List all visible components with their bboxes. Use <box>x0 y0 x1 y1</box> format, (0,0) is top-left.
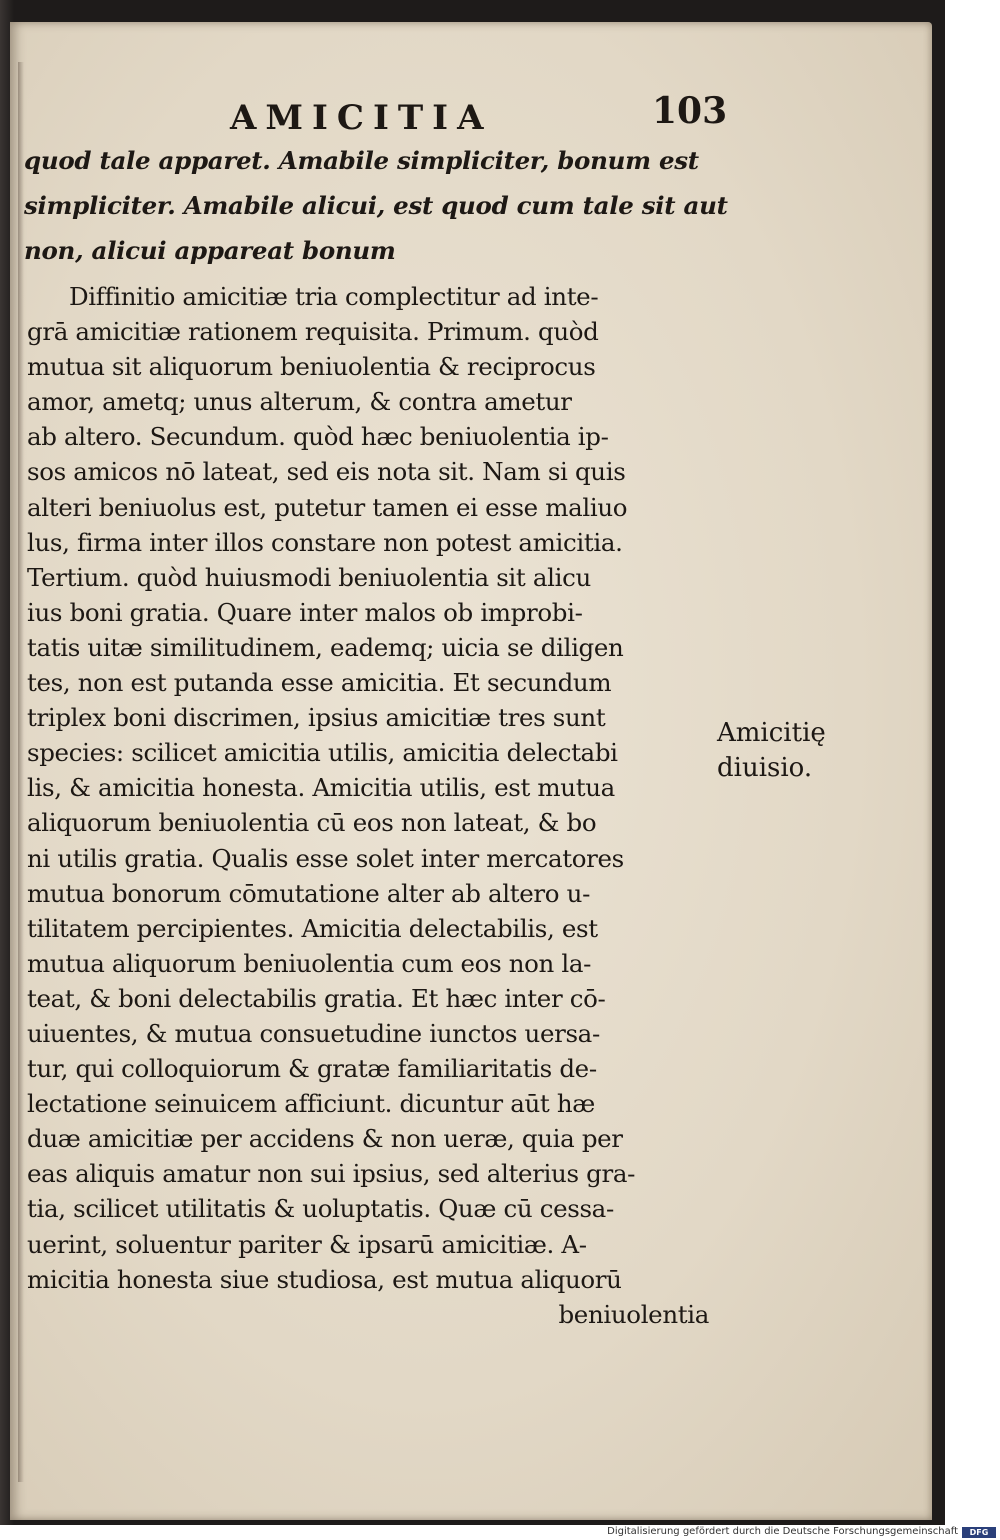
body-line: grā amicitiæ rationem requisita. Primum. quòd <box>27 317 599 347</box>
catchword: beniuolentia <box>558 1299 709 1329</box>
body-line: triplex boni discrimen, ipsius amicitiæ tres sunt <box>27 703 606 733</box>
body-line: lectatione seinuicem afficiunt. dicuntur aūt hæ <box>27 1089 595 1119</box>
body-line: ab altero. Secundum. quòd hæc beniuolentia ip- <box>27 422 609 452</box>
body-line: Tertium. quòd huiusmodi beniuolentia sit alicu <box>27 562 591 592</box>
body-line: mutua bonorum cōmutatione alter ab altero u- <box>27 878 590 908</box>
body-line: species: scilicet amicitia utilis, amicitia delectabi <box>27 738 618 768</box>
page-number: 103 <box>652 90 728 132</box>
dfg-logo: DFG <box>962 1527 996 1538</box>
digitization-credit: Digitalisierung gefördert durch die Deutsche Forschungsgemeinschaft <box>607 1526 958 1537</box>
body-line: tes, non est putanda esse amicitia. Et secundum <box>27 668 612 698</box>
body-line: teat, & boni delectabilis gratia. Et hæc inter cō- <box>27 983 606 1013</box>
body-line: eas aliquis amatur non sui ipsius, sed alterius gra- <box>27 1159 635 1189</box>
body-line: micitia honesta siue studiosa, est mutua aliquorū <box>27 1264 622 1294</box>
body-line: tatis uitæ similitudinem, eademq; uicia se diligen <box>27 632 624 662</box>
marginal-note-line: diuisio. <box>717 753 813 783</box>
body-line: uerint, soluentur pariter & ipsarū amicitiæ. A- <box>27 1229 587 1259</box>
body-line: aliquorum beniuolentia cū eos non lateat, & bo <box>27 808 597 838</box>
body-line: ius boni gratia. Quare inter malos ob improbi- <box>27 597 583 627</box>
body-line: lus, firma inter illos constare non potest amicitia. <box>27 527 623 557</box>
marginal-note <box>717 716 826 786</box>
body-line: tilitatem percipientes. Amicitia delectabilis, est <box>27 913 598 943</box>
body-line: sos amicos nō lateat, sed eis nota sit. Nam si quis <box>27 457 626 487</box>
italic-line: simpliciter. Amabile alicui, est quod cum tale sit aut <box>24 191 728 220</box>
body-text <box>27 279 727 1332</box>
body-line: tia, scilicet utilitatis & uoluptatis. Quæ cū cessa- <box>27 1194 614 1224</box>
body-line: mutua aliquorum beniuolentia cum eos non la- <box>27 948 592 978</box>
body-line: duæ amicitiæ per accidens & non ueræ, quia per <box>27 1124 623 1154</box>
running-head: AMICITIA <box>230 98 493 138</box>
italic-line: quod tale apparet. Amabile simpliciter, bonum est <box>24 146 699 175</box>
body-line: uiuentes, & mutua consuetudine iunctos uersa- <box>27 1018 600 1048</box>
body-line: ni utilis gratia. Qualis esse solet inter mercatores <box>27 843 624 873</box>
italic-line: non, alicui appareat bonum <box>24 236 396 265</box>
body-line: amor, ametq; unus alterum, & contra ametur <box>27 387 572 417</box>
body-line: lis, & amicitia honesta. Amicitia utilis, est mutua <box>27 773 615 803</box>
body-line: Diffinitio amicitiæ tria complectitur ad inte- <box>69 282 599 311</box>
body-line: mutua sit aliquorum beniuolentia & reciprocus <box>27 352 596 382</box>
marginal-note-line: Amicitię <box>717 718 826 748</box>
italic-passage <box>24 138 728 273</box>
body-line: tur, qui colloquiorum & gratæ familiaritatis de- <box>27 1054 597 1084</box>
body-line: alteri beniuolus est, putetur tamen ei esse maliuo <box>27 492 628 522</box>
gutter-shadow <box>18 62 24 1482</box>
